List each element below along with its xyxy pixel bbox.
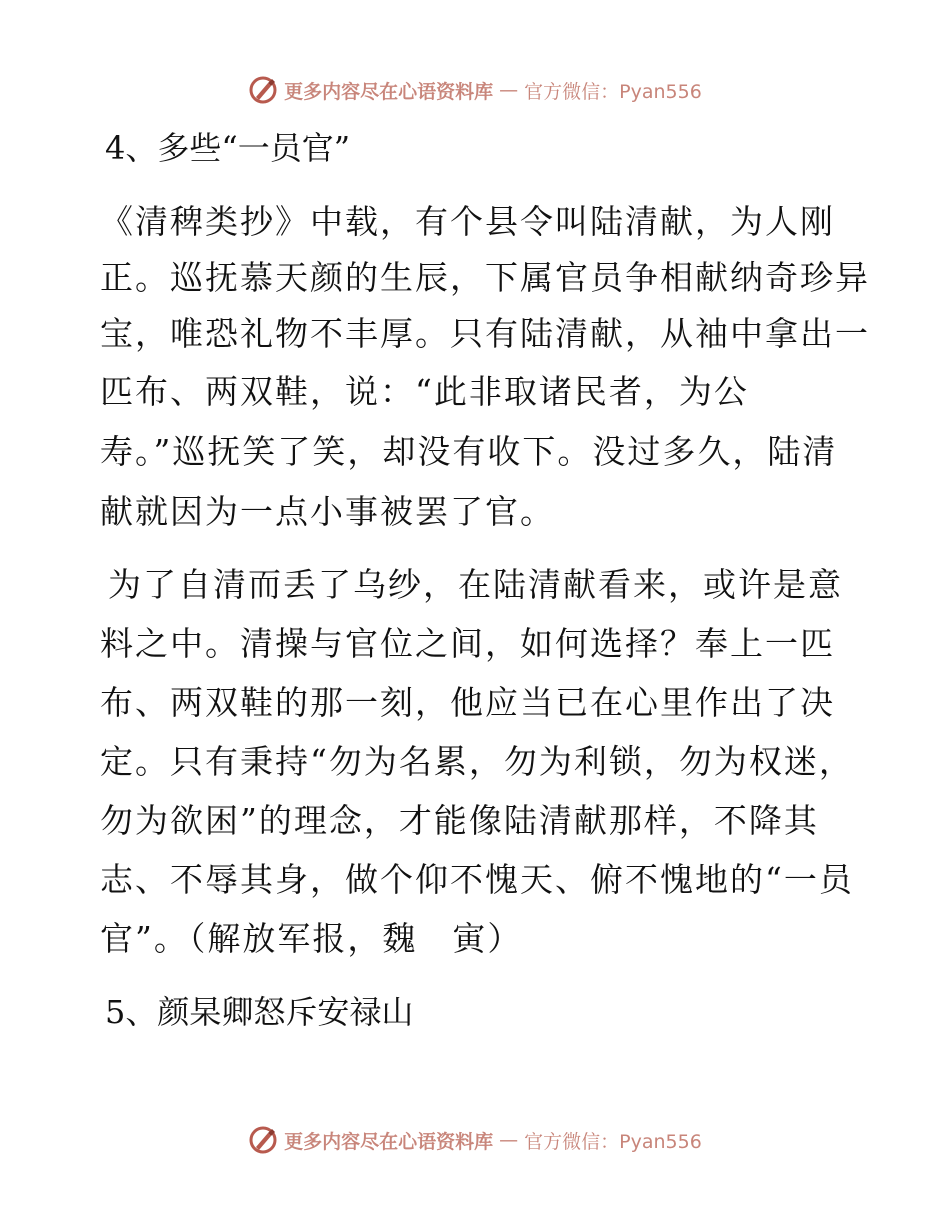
pen-circle-logo-icon [248, 1125, 278, 1155]
paragraph-1-line-4: 匹布、两双鞋，说：“此非取诸民者，为公 [100, 372, 749, 411]
footer-watermark [0, 1122, 950, 1158]
section-5-heading: 5、颜杲卿怒斥安禄山 [105, 993, 414, 1031]
header-watermark [0, 72, 950, 108]
pen-circle-logo-icon [248, 75, 278, 105]
paragraph-2-line-3: 布、两双鞋的那一刻，他应当已在心里作出了决 [100, 683, 835, 722]
watermark-text: 更多内容尽在心语资料库 [284, 80, 494, 103]
paragraph-2-line-6: 志、不辱其身，做个仰不愧天、俯不愧地的“一员 [100, 860, 854, 899]
paragraph-1-line-6: 献就因为一点小事被罢了官。 [100, 492, 555, 531]
watermark-dash: — [499, 1129, 519, 1151]
section-4-heading: 4、多些“一员官” [105, 129, 351, 167]
paragraph-2-line-7: 官”。（解放军报，魏 寅） [100, 919, 523, 958]
paragraph-2-line-1: 为了自清而丢了乌纱，在陆清献看来，或许是意 [108, 565, 843, 604]
paragraph-1-line-1: 《清稗类抄》中载，有个县令叫陆清献，为人刚 [100, 202, 835, 241]
paragraph-2-line-2: 料之中。清操与官位之间，如何选择？奉上一匹 [100, 624, 835, 663]
watermark-dash: — [499, 79, 519, 101]
watermark-wechat: 官方微信：Pyan556 [524, 1130, 702, 1153]
paragraph-2-line-4: 定。只有秉持“勿为名累，勿为利锁，勿为权迷， [100, 742, 854, 781]
paragraph-1-line-2: 正。巡抚慕天颜的生辰，下属官员争相献纳奇珍异 [100, 258, 870, 297]
paragraph-1-line-5: 寿。”巡抚笑了笑，却没有收下。没过多久，陆清 [100, 432, 838, 471]
watermark-wechat: 官方微信：Pyan556 [524, 80, 702, 103]
watermark-text: 更多内容尽在心语资料库 [284, 1130, 494, 1153]
paragraph-1-line-3: 宝，唯恐礼物不丰厚。只有陆清献，从袖中拿出一 [100, 314, 870, 353]
paragraph-2-line-5: 勿为欲困”的理念，才能像陆清献那样，不降其 [100, 801, 819, 840]
